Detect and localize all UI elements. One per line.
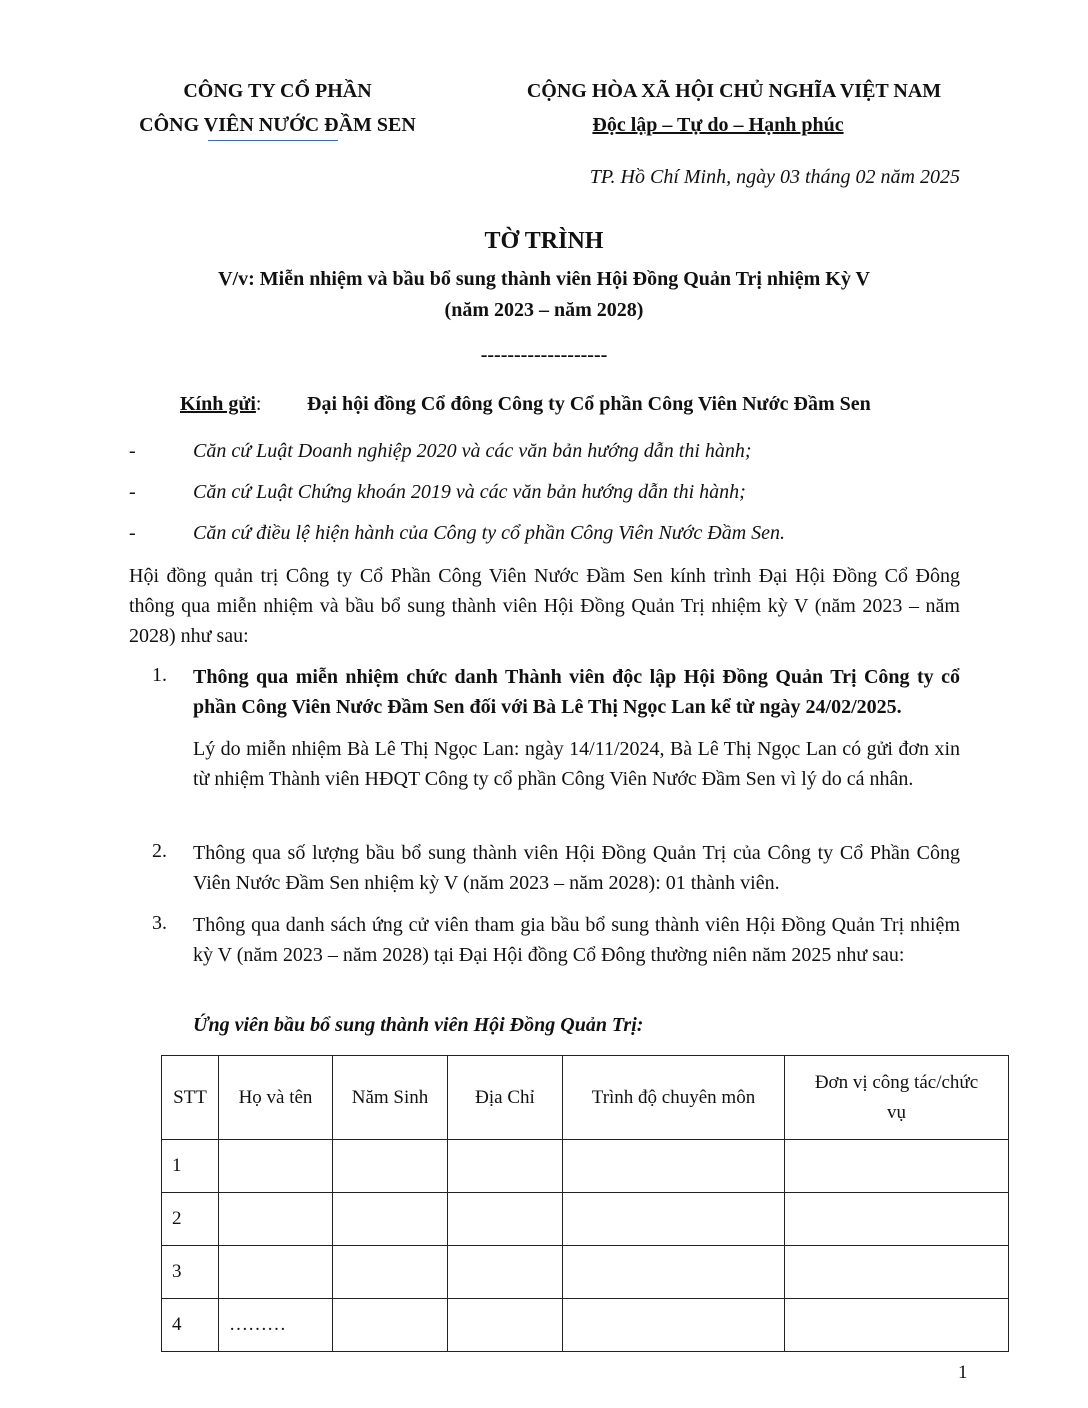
table-row — [162, 1193, 1009, 1246]
recipient-label: Kính gửi — [180, 393, 256, 415]
cell-address — [448, 1299, 563, 1352]
recipient-block — [180, 393, 261, 416]
basis-item: Căn cứ điều lệ hiện hành của Công ty cổ phần Công Viên Nước Đầm Sen. — [193, 522, 786, 544]
col-header-qualification: Trình độ chuyên môn — [563, 1056, 785, 1140]
basis-dash: - — [129, 481, 136, 503]
cell-name: ……… — [219, 1299, 333, 1352]
company-name-line1: CÔNG TY CỔ PHẦN — [183, 80, 372, 102]
cell-qualification — [563, 1246, 785, 1299]
cell-qualification — [563, 1193, 785, 1246]
table-title: Ứng viên bầu bổ sung thành viên Hội Đồng Quản Trị: — [193, 1014, 644, 1036]
item-2-text: Thông qua số lượng bầu bổ sung thành viên Hội Đồng Quản Trị của Công ty Cổ Phần Công Viên Nước Đầm Sen nhiệm kỳ V (năm 2023 – năm 2028): 01 thành viên. — [193, 842, 960, 894]
cell-qualification — [563, 1299, 785, 1352]
subject-line2: (năm 2023 – năm 2028) — [444, 299, 644, 321]
table-header-row — [162, 1056, 1009, 1140]
table-row — [162, 1299, 1009, 1352]
recipient-colon: : — [255, 393, 262, 415]
table-row — [162, 1246, 1009, 1299]
col-header-workplace: Đơn vị công tác/chức vụ — [785, 1056, 1009, 1140]
cell-birth-year — [333, 1299, 448, 1352]
cell-birth-year — [333, 1246, 448, 1299]
col-header-stt: STT — [162, 1056, 219, 1140]
cell-stt: 4 — [162, 1299, 219, 1352]
cell-address — [448, 1246, 563, 1299]
date-line: TP. Hồ Chí Minh, ngày 03 tháng 02 năm 2025 — [589, 166, 960, 188]
col-header-name: Họ và tên — [219, 1056, 333, 1140]
basis-dash: - — [129, 522, 136, 544]
item-1-note: Lý do miễn nhiệm Bà Lê Thị Ngọc Lan: ngày 14/11/2024, Bà Lê Thị Ngọc Lan có gửi đơn xin từ nhiệm Thành viên HĐQT Công ty cổ phần Công Viên Nước Đầm Sen vì lý do cá nhân. — [193, 738, 960, 790]
basis-dash: - — [129, 440, 136, 462]
cell-stt: 3 — [162, 1246, 219, 1299]
candidate-table — [161, 1055, 1009, 1352]
document-title: TỜ TRÌNH — [484, 228, 604, 254]
national-title: CỘNG HÒA XÃ HỘI CHỦ NGHĨA VIỆT NAM — [526, 80, 942, 102]
subject-line1: V/v: Miễn nhiệm và bầu bổ sung thành viên Hội Đồng Quản Trị nhiệm Kỳ V — [218, 268, 870, 290]
item-number: 3. — [152, 912, 167, 934]
cell-name — [219, 1246, 333, 1299]
company-name-line2: CÔNG VIÊN NƯỚC ĐẦM SEN — [139, 114, 416, 136]
cell-stt: 1 — [162, 1140, 219, 1193]
cell-stt: 2 — [162, 1193, 219, 1246]
item-number: 2. — [152, 840, 167, 862]
company-name-underline — [208, 140, 338, 141]
basis-item: Căn cứ Luật Chứng khoán 2019 và các văn bản hướng dẫn thi hành; — [193, 481, 746, 503]
item-number: 1. — [152, 664, 167, 686]
cell-name — [219, 1140, 333, 1193]
table-row — [162, 1140, 1009, 1193]
cell-workplace — [785, 1299, 1009, 1352]
cell-birth-year — [333, 1193, 448, 1246]
cell-address — [448, 1193, 563, 1246]
item-1-text: Thông qua miễn nhiệm chức danh Thành viên độc lập Hội Đồng Quản Trị Công ty cổ phần Công Viên Nước Đầm Sen đối với Bà Lê Thị Ngọc Lan kể từ ngày 24/02/2025. — [193, 666, 960, 718]
recipient-name: Đại hội đồng Cổ đông Công ty Cổ phần Công Viên Nước Đầm Sen — [307, 393, 871, 415]
item-3-text: Thông qua danh sách ứng cử viên tham gia bầu bổ sung thành viên Hội Đồng Quản Trị nhiệm kỳ V (năm 2023 – năm 2028) tại Đại Hội đồng Cổ Đông thường niên năm 2025 như sau: — [193, 914, 960, 966]
cell-workplace — [785, 1140, 1009, 1193]
cell-qualification — [563, 1140, 785, 1193]
separator: ------------------- — [480, 344, 608, 366]
page-number: 1 — [958, 1362, 968, 1383]
cell-name — [219, 1193, 333, 1246]
cell-workplace — [785, 1193, 1009, 1246]
col-header-address: Địa Chỉ — [448, 1056, 563, 1140]
basis-item: Căn cứ Luật Doanh nghiệp 2020 và các văn bản hướng dẫn thi hành; — [193, 440, 752, 462]
col-header-birth-year: Năm Sinh — [333, 1056, 448, 1140]
cell-address — [448, 1140, 563, 1193]
national-motto: Độc lập – Tự do – Hạnh phúc — [592, 114, 844, 136]
cell-birth-year — [333, 1140, 448, 1193]
intro-paragraph: Hội đồng quản trị Công ty Cổ Phần Công Viên Nước Đầm Sen kính trình Đại Hội Đồng Cổ Đông thông qua miễn nhiệm và bầu bổ sung thành viên Hội Đồng Quản Trị nhiệm kỳ V (năm 2023 – năm 2028) như sau: — [129, 565, 960, 647]
cell-workplace — [785, 1246, 1009, 1299]
